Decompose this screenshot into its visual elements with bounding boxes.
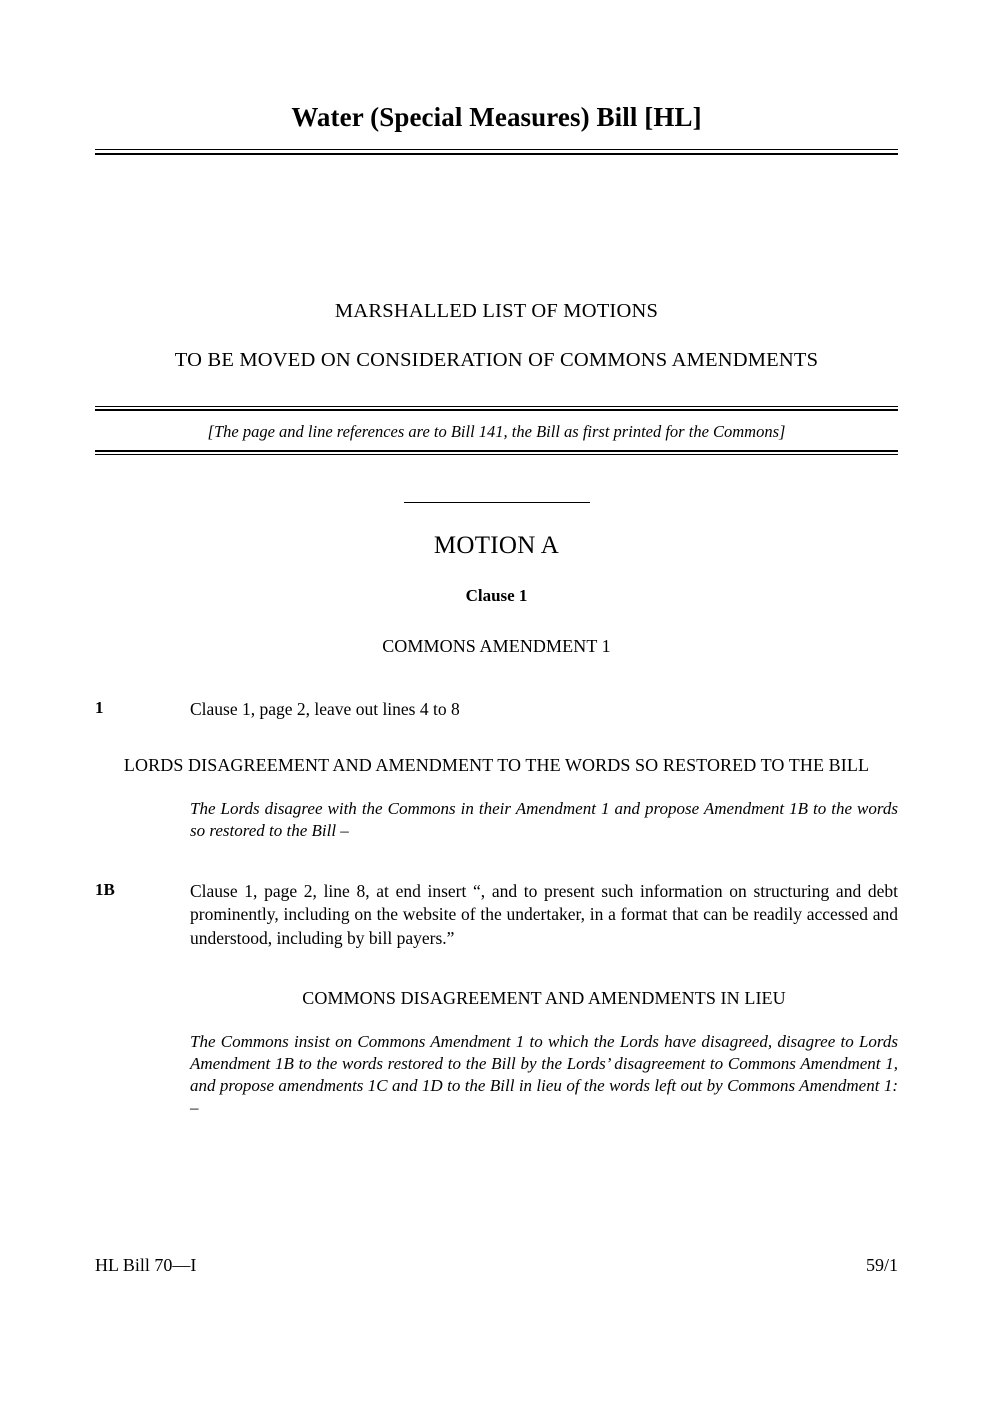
motion-divider-rule: [404, 502, 590, 503]
list-heading-line1: MARSHALLED LIST OF MOTIONS: [334, 300, 659, 323]
lords-disagreement-heading: LORDS DISAGREEMENT AND AMENDMENT TO THE WORDS SO RESTORED TO THE BILL: [123, 755, 870, 776]
commons-disagreement-note: The Commons insist on Commons Amendment 1 to which the Lords have disagreed, disagree to Lords Amendment 1B to the words restored to the Bill by the Lords’ disagreement to Commons Amendment 1, and propose amendments 1C and 1D to the Bill in lieu of the words left out by Commons Amendment 1: –: [190, 1031, 898, 1117]
motion-title: MOTION A: [433, 532, 560, 560]
lords-disagreement-note: The Lords disagree with the Commons in their Amendment 1 and propose Amendment 1B to the words so restored to the Bill –: [190, 799, 898, 841]
reference-note: [The page and line references are to Bill 141, the Bill as first printed for the Commons]: [207, 421, 786, 441]
page-content: [95, 0, 898, 1119]
list-heading-block: [95, 299, 898, 373]
amendment-text: Clause 1, page 2, leave out lines 4 to 8: [190, 699, 460, 720]
list-heading-line2: TO BE MOVED ON CONSIDERATION OF COMMONS AMENDMENTS: [174, 349, 819, 372]
note-top-double-rule: [95, 406, 898, 412]
amendment-row: [95, 698, 898, 721]
amendment-number: 1: [95, 698, 104, 718]
title-double-rule: [95, 149, 898, 155]
amendment-number: 1B: [95, 880, 115, 900]
page-number: 59/1: [865, 1255, 898, 1275]
bill-reference: HL Bill 70—I: [95, 1255, 197, 1275]
commons-disagreement-heading: COMMONS DISAGREEMENT AND AMENDMENTS IN LIEU: [302, 987, 786, 1008]
page-title: Water (Special Measures) Bill [HL]: [291, 102, 702, 132]
clause-title: Clause 1: [465, 586, 528, 606]
amendment-row: [95, 880, 898, 949]
amendment-text: Clause 1, page 2, line 8, at end insert “, and to present such information on structuring and debt prominently, including on the website of the undertaker, in a format that can be readily accessed and understood, including by bill payers.”: [190, 881, 898, 948]
commons-amendment-heading: COMMONS AMENDMENT 1: [382, 636, 611, 657]
note-bottom-double-rule: [95, 450, 898, 456]
reference-note-band: [95, 406, 898, 456]
page-footer: [95, 1255, 898, 1276]
